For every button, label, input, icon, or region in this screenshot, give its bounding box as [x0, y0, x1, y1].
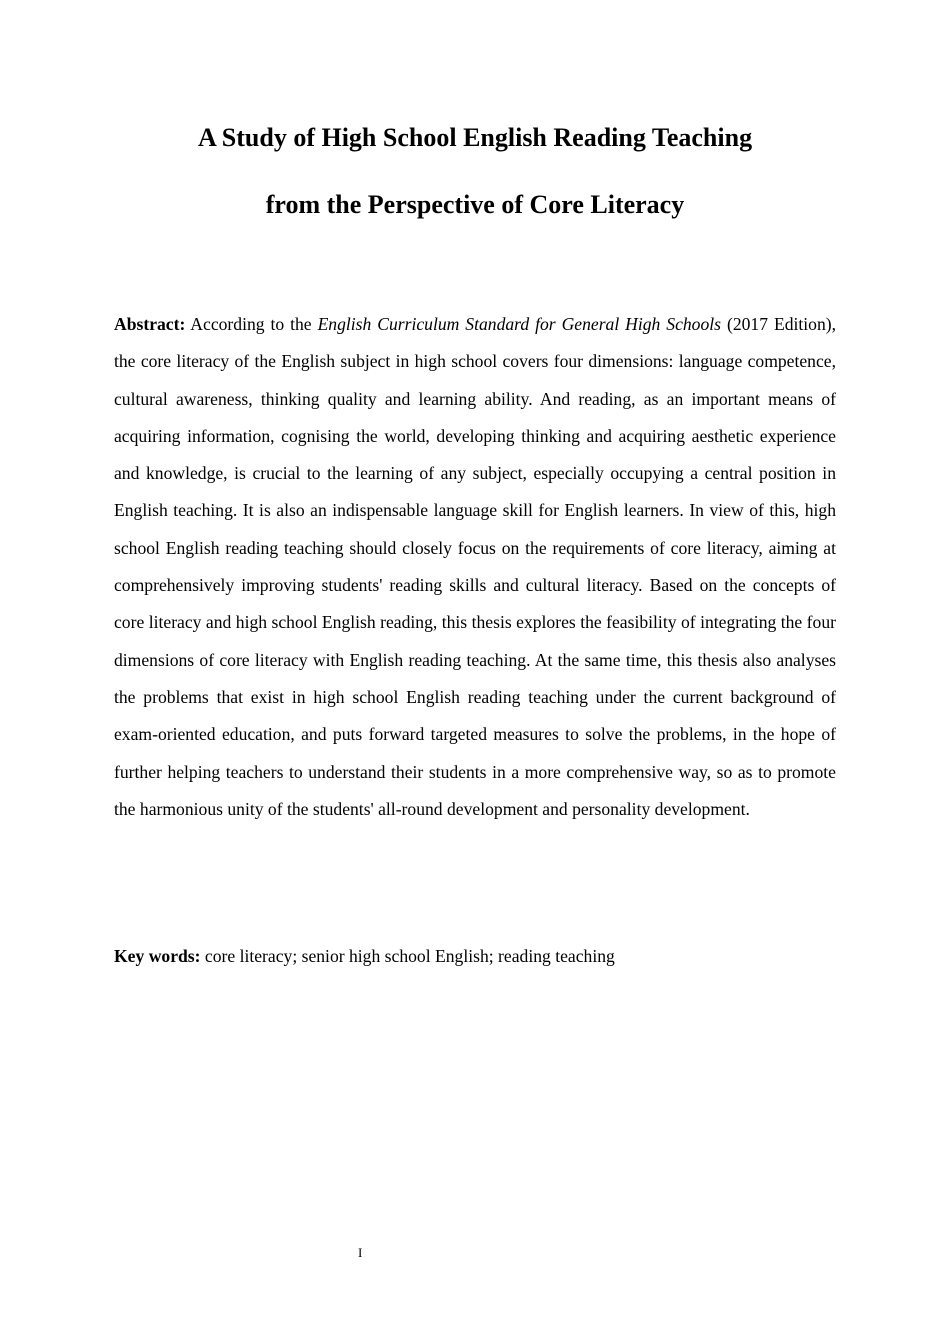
keywords-text: core literacy; senior high school English; reading teaching [200, 946, 615, 966]
abstract-paragraph [114, 306, 836, 828]
paper-title-line-2: from the Perspective of Core Literacy [265, 190, 685, 219]
keywords-label: Key words: [114, 946, 201, 966]
abstract-intro: According to the [185, 314, 318, 334]
page-number: I [358, 1245, 363, 1260]
paper-title-line-1: A Study of High School English Reading Teaching [197, 123, 753, 152]
abstract-body: (2017 Edition), the core literacy of the English subject in high school covers four dimensions: language competence, cultural awareness, thinking quality and learning ability. And reading, as an important means of acquiring information, cognising the world, developing thinking and acquiring aesthetic experience and knowledge, is crucial to the learning of any subject, especially occupying a central position in English teaching. It is also an indispensable language skill for English learners. In view of this, high school English reading teaching should closely focus on the requirements of core literacy, aiming at comprehensively improving students' reading skills and cultural literacy. Based on the concepts of core literacy and high school English reading, this thesis explores the feasibility of integrating the four dimensions of core literacy with English reading teaching. At the same time, this thesis also analyses the problems that exist in high school English reading teaching under the current background of exam-oriented education, and puts forward targeted measures to solve the problems, in the hope of further helping teachers to understand their students in a more comprehensive way, so as to promote the harmonious unity of the students' all-round development and personality development. [114, 314, 837, 819]
abstract-label: Abstract: [114, 314, 186, 334]
keywords-line [114, 938, 836, 975]
curriculum-standard-title: English Curriculum Standard for General High Schools [317, 314, 722, 334]
